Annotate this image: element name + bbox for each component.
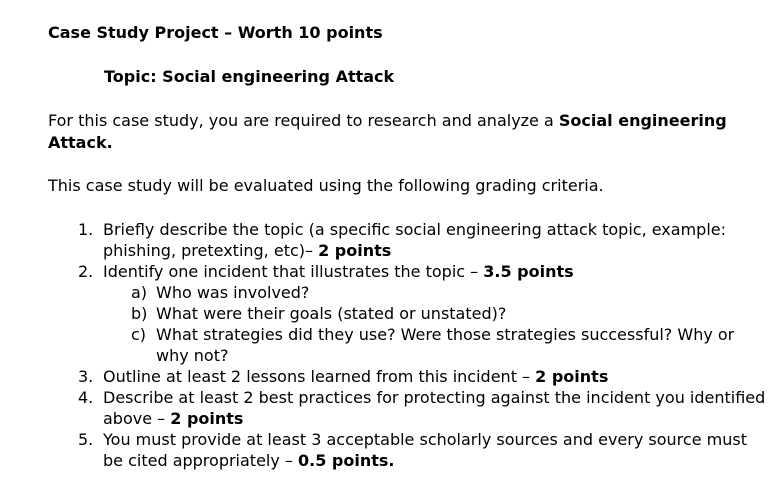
item-number: 3. (78, 367, 94, 386)
item-text: You must provide at least 3 acceptable scholarly sources and every source must be cited appropriately – (103, 430, 747, 470)
item-text: Identify one incident that illustrates the topic – (103, 262, 484, 281)
list-item (78, 261, 768, 366)
intro-paragraph (48, 110, 748, 154)
item-number: 4. (78, 388, 94, 407)
list-item (78, 219, 768, 261)
item-text: Describe at least 2 best practices for protecting against the incident you identified above – (103, 388, 766, 428)
item-number: 1. (78, 220, 94, 239)
item-points: 0.5 points. (298, 451, 395, 470)
list-item (78, 366, 768, 387)
item-points: 2 points (318, 241, 392, 260)
sub-item-letter: b) (131, 304, 148, 323)
sub-list-item (103, 303, 768, 324)
item-number: 2. (78, 262, 94, 281)
item-points: 3.5 points (483, 262, 574, 281)
sub-item-text: What strategies did they use? Were those strategies successful? Why or why not? (156, 325, 735, 365)
sub-list-item (103, 324, 768, 366)
sub-item-text: Who was involved? (156, 283, 310, 302)
sub-item-letter: c) (131, 325, 147, 344)
intro-text: For this case study, you are required to research and analyze a (48, 111, 559, 130)
topic-heading: Topic: Social engineering Attack (104, 67, 395, 86)
sub-question-list (103, 282, 768, 366)
document-title: Case Study Project – Worth 10 points (48, 23, 383, 42)
sub-list-item (103, 282, 768, 303)
sub-item-text: What were their goals (stated or unstated)? (156, 304, 507, 323)
intro-bold-topic: Social engineering Attack. (48, 111, 727, 152)
item-points: 2 points (170, 409, 244, 428)
item-number: 5. (78, 430, 94, 449)
item-points: 2 points (535, 367, 609, 386)
item-text: Briefly describe the topic (a specific social engineering attack topic, example: phishing, pretexting, etc)– (103, 220, 726, 260)
item-text: Outline at least 2 lessons learned from this incident – (103, 367, 536, 386)
list-item (78, 387, 768, 429)
sub-item-letter: a) (131, 283, 148, 302)
criteria-intro: This case study will be evaluated using the following grading criteria. (48, 176, 604, 195)
list-item (78, 429, 768, 471)
grading-criteria-list (78, 219, 768, 471)
